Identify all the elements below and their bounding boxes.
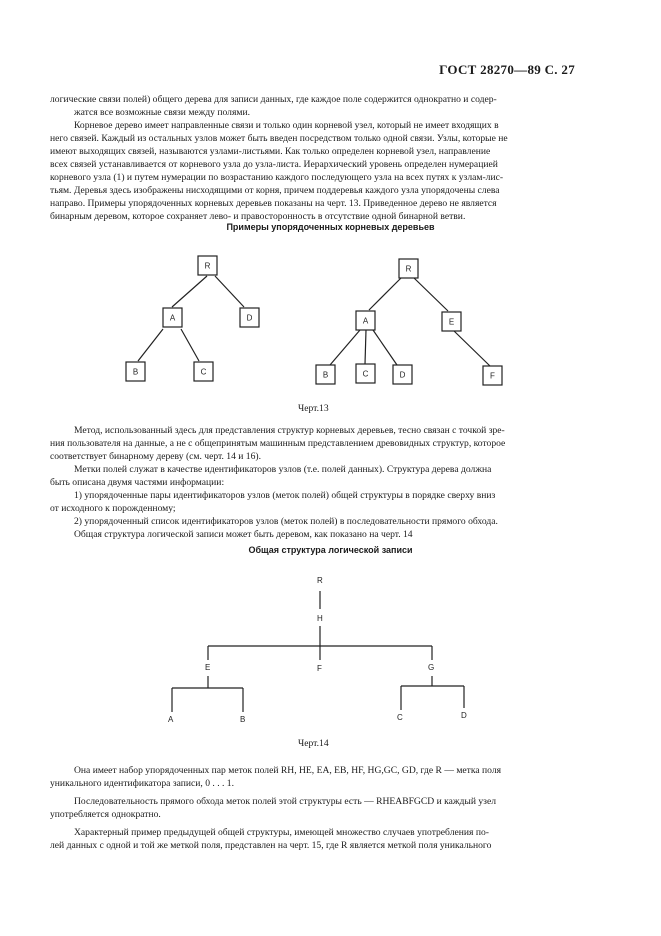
tree2-edge [373,330,397,365]
text-line: тьям. Деревья здесь изображены нисходящими от корня, причем поддеревья каждого узла упорядочены слева [50,185,500,196]
tree3-label-e: E [205,663,211,672]
svg-text:A: A [362,316,369,326]
tree2-node-c [356,364,375,383]
tree1-edge [172,276,207,307]
tree2-node-r [399,259,418,278]
text-line: 1) упорядоченные пары идентификаторов узлов (меток полей) общей структуры в порядке сверху вниз [74,490,496,501]
text-line: ния пользователя на данные, а не с общепринятым машинным представлением древовидных структур, которое [50,438,506,449]
tree1-node-c [194,362,213,381]
tree3-label-g: G [428,663,435,672]
text-line: бинарным деревом, которое сохраняет лево- и правосторонность в отсутствие одной бинарной ветви. [50,211,466,222]
tree1-node-r [198,256,217,275]
svg-text:C: C [200,367,207,377]
text-line: жатся все возможные связи между полями. [74,107,250,118]
paragraph-block-2 [50,424,584,541]
svg-text:D: D [399,370,406,380]
tree2-edge [365,330,366,364]
tree3-label-f: F [317,664,322,673]
tree3-label-a: A [168,715,174,724]
svg-text:R: R [405,264,412,274]
tree1-node-b [126,362,145,381]
tree3-label-d: D [461,711,467,720]
tree2-edge [330,330,360,365]
svg-text:F: F [490,371,495,381]
tree1-edge [181,329,199,361]
text-line: быть описана двумя частями информации: [50,477,225,488]
tree3-label-c: C [397,713,403,722]
text-line: 2) упорядоченный список идентификаторов узлов (меток полей) в последовательности прямого обхода. [74,516,498,527]
text-line: имеют выходящих связей, называются узлами-листьями. Как только определен корневой узел, направление [50,146,491,157]
text-line: от исходного к порожденному; [50,503,176,514]
text-line: Общая структура логической записи может быть деревом, как показано на черт. 14 [74,529,413,540]
tree2-node-d [393,365,412,384]
figure-13-caption: Черт.13 [298,403,329,414]
text-line: Характерный пример предыдущей общей структуры, имеющей множество случаев употребления по- [74,827,489,838]
text-line: корневого узла (1) и путем нумерации по возрастанию каждого последующего узла на всех путях к узлам-лис- [50,172,504,183]
text-line: уникального идентификатора записи, 0 . . . 1. [50,778,234,789]
svg-text:R: R [204,261,211,271]
tree2-edge [453,330,490,366]
figure-13-title: Примеры упорядоченных корневых деревьев [226,222,435,232]
tree2-node-a [356,311,375,330]
svg-text:E: E [448,317,455,327]
tree2-node-b [316,365,335,384]
text-line: Метки полей служат в качестве идентификаторов узлов (т.е. полей данных). Структура дерева должна [74,464,492,475]
tree2-node-f [483,366,502,385]
text-line: Последовательность прямого обхода меток полей этой структуры есть — RHEABFGCD и каждый узел [74,796,497,807]
svg-text:B: B [322,370,329,380]
tree1-node-a [163,308,182,327]
svg-text:B: B [132,367,139,377]
figure-14-caption: Черт.14 [298,738,329,749]
text-line: него связей. Каждый из остальных узлов может быть введен посредством только одной связи. Узлы, которые не [50,133,508,144]
tree2-edge [369,278,401,310]
tree2-edge [414,278,448,311]
text-line: логические связи полей) общего дерева для записи данных, где каждое поле содержится однократно и содер- [50,94,497,105]
tree3-label-b: B [240,715,246,724]
page-header: ГОСТ 28270—89 С. 27 [439,62,575,77]
figure-14-title: Общая структура логической записи [248,545,413,555]
tree2-node-e [442,312,461,331]
text-line: Корневое дерево имеет направленные связи и только один корневой узел, который не имеет входящих в [74,120,499,131]
text-line: Она имеет набор упорядоченных пар меток полей RH, HE, EA, EB, HF, HG,GC, GD, где R — метка поля [74,765,502,776]
text-line: соответствует бинарному дереву (см. черт. 14 и 16). [50,451,261,462]
text-line: Метод, использованный здесь для представления структур корневых деревьев, тесно связан с точкой зре- [74,425,505,436]
text-line: лей данных с одной и той же меткой поля, представлен на черт. 15, где R является меткой поля уникального [50,840,492,851]
text-line: всех связей устанавливается от корневого узла до узла-листа. Иерархический уровень определен нумерацией [50,159,498,170]
svg-text:C: C [362,369,369,379]
tree3-label-r: R [317,576,323,585]
text-line: направо. Примеры упорядоченных корневых деревьев показаны на черт. 13. Приведенное дерево не является [50,198,497,209]
tree1-edge [138,329,163,361]
svg-text:A: A [169,313,176,323]
text-line: употребляется однократно. [50,809,161,820]
paragraph-block-3 [50,764,584,852]
tree1-node-d [240,308,259,327]
tree1-edge [215,276,244,307]
tree3-label-h: H [317,614,323,623]
svg-text:D: D [246,313,253,323]
